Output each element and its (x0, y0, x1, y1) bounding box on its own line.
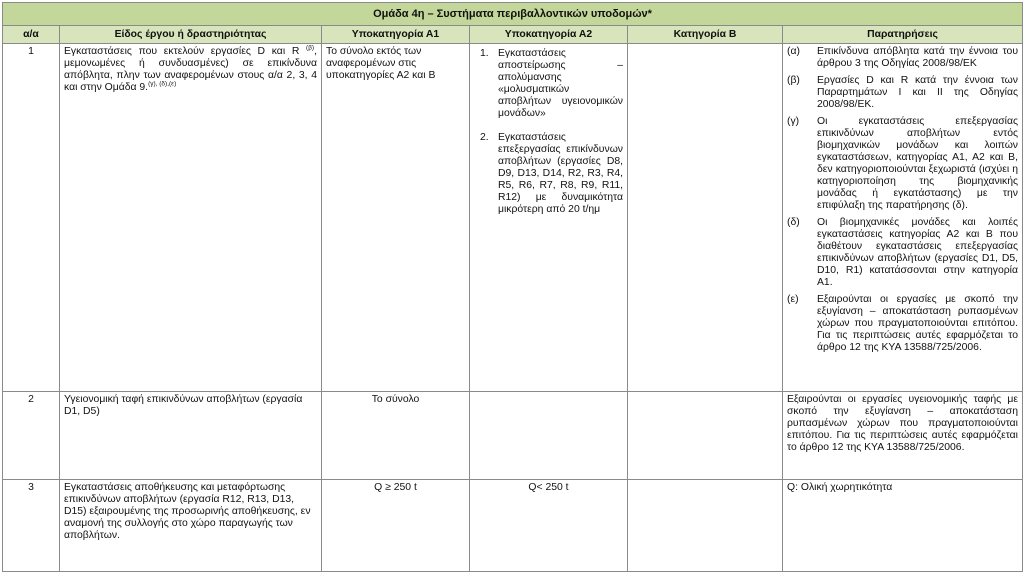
subcategory-a2-list (480, 48, 623, 216)
subcategory-a2-cell: Q< 250 t (470, 480, 628, 572)
header-category-b: Κατηγορία Β (628, 26, 783, 44)
list-item (480, 48, 623, 120)
remarks-cell: Εξαιρούνται οι εργασίες υγειονομικής ταφής με σκοπό την εξυγίανση – αποκατάσταση ρυπασμένων χώρων που πραγματοποιούνται επιτόπου. Για τις περιπτώσεις αυτές εφαρμόζεται το άρθρο 12 της ΚΥΑ 13588/725/2006. (783, 392, 1023, 480)
header-no: α/α (3, 26, 60, 44)
list-item-number: 1. (480, 48, 489, 59)
header-subcategory-a1: Υποκατηγορία Α1 (322, 26, 470, 44)
header-project-type: Είδος έργου ή δραστηριότητας (60, 26, 322, 44)
row-number: 3 (3, 480, 60, 572)
remarks-list (787, 46, 1018, 354)
remark-marker: (δ) (787, 217, 800, 228)
header-remarks: Παρατηρήσεις (783, 26, 1023, 44)
list-item-text: Εγκαταστάσεις αποστείρωσης – απολύμανσης «μολυσματικών αποβλήτων υγειονομικών μονάδων» (498, 48, 623, 119)
header-subcategory-a2: Υποκατηγορία Α2 (470, 26, 628, 44)
remark-text: Εργασίες D και R κατά την έννοια των Παραρτημάτων I και II της Οδηγίας 2008/98/ΕΚ. (817, 75, 1018, 110)
remark-item (787, 116, 1018, 212)
category-b-cell (628, 480, 783, 572)
footnote-ref: (β) (306, 44, 315, 52)
remark-item (787, 46, 1018, 70)
list-item-number: 2. (480, 132, 489, 143)
subcategory-a1-cell: Q ≥ 250 t (322, 480, 470, 572)
remark-text: Εξαιρούνται οι εργασίες με σκοπό την εξυγίανση – αποκατάσταση ρυπασμένων χώρων που πραγματοποιούνται επιτόπου. Για τις περιπτώσεις αυτές εφαρμόζεται το άρθρο 12 της ΚΥΑ 13588/725/2006. (817, 294, 1018, 353)
remarks-cell (783, 44, 1023, 392)
category-b-cell (628, 392, 783, 480)
project-type-cell (60, 44, 322, 392)
table-row (3, 392, 1023, 480)
table-row (3, 44, 1023, 392)
subcategory-a2-cell (470, 44, 628, 392)
remarks-cell: Q: Ολική χωρητικότητα (783, 480, 1023, 572)
row-number: 1 (3, 44, 60, 392)
remark-marker: (β) (787, 75, 800, 86)
remark-item (787, 294, 1018, 354)
row-number: 2 (3, 392, 60, 480)
project-type-cell: Εγκαταστάσεις αποθήκευσης και μεταφόρτωσης επικινδύνων αποβλήτων (εργασία R12, R13, D13, D15) εξαιρουμένης της προσωρινής αποθήκευσης, εν αναμονή της συλλογής στο χώρο παραγωγής των αποβλήτων. (60, 480, 322, 572)
remark-marker: (γ) (787, 116, 800, 127)
project-type-text: Εγκαταστάσεις που εκτελούν εργασίες D και R (64, 46, 300, 57)
remark-marker: (α) (787, 46, 800, 57)
list-item (480, 132, 623, 216)
table-title: Ομάδα 4η – Συστήματα περιβαλλοντικών υποδομών* (3, 3, 1023, 26)
project-type-text-cont: , μεμονωμένες ή συνδυασμένες) σε επικίνδυνα απόβλητα, πλην των αναφερομένων στους α/α 2, 3, 4 και στην Ομάδα 9. (64, 46, 317, 93)
remark-text: Επικίνδυνα απόβλητα κατά την έννοια του άρθρου 3 της Οδηγίας 2008/98/ΕΚ (817, 46, 1018, 69)
category-b-cell (628, 44, 783, 392)
remark-item (787, 217, 1018, 289)
category-table (2, 2, 1023, 572)
subcategory-a1-cell: Το σύνολο εκτός των αναφερομένων στις υποκατηγορίες Α2 και Β (322, 44, 470, 392)
remark-text: Οι βιομηχανικές μονάδες και λοιπές εγκαταστάσεις κατηγορίας Α2 και Β που διαθέτουν εγκαταστάσεις επεξεργασίας επικινδύνων αποβλήτων (εργασίες D1, D5, D10, R1) κατατάσσονται στην κατηγορία Α1. (817, 217, 1018, 288)
subcategory-a1-cell: Το σύνολο (322, 392, 470, 480)
table-row (3, 480, 1023, 572)
list-item-text: Εγκαταστάσεις επεξεργασίας επικίνδυνων αποβλήτων (εργασίες D8, D9, D13, D14, R2, R3, R4, R5, R6, R7, R8, R9, R11, R12) με δυναμικότητα μικρότερη από 20 t/ημ (498, 132, 623, 215)
remark-item (787, 75, 1018, 111)
remark-text: Οι εγκαταστάσεις επεξεργασίας επικινδύνων αποβλήτων εντός βιομηχανικών μονάδων και λοιπών εγκαταστάσεων, κατηγορίας Α1, Α2 και Β, δεν κατηγοριοποιούνται ξεχωριστά (ισχύει η κατηγοριοποίηση της βιομηχανικής μονάδας ή εγκατάστασης) με την επιφύλαξη της παρατήρησης (δ). (817, 116, 1018, 211)
footnote-ref: (γ), (δ),(ε) (148, 80, 177, 88)
project-type-cell: Υγειονομική ταφή επικινδύνων αποβλήτων (εργασία D1, D5) (60, 392, 322, 480)
remark-marker: (ε) (787, 294, 799, 305)
subcategory-a2-cell (470, 392, 628, 480)
